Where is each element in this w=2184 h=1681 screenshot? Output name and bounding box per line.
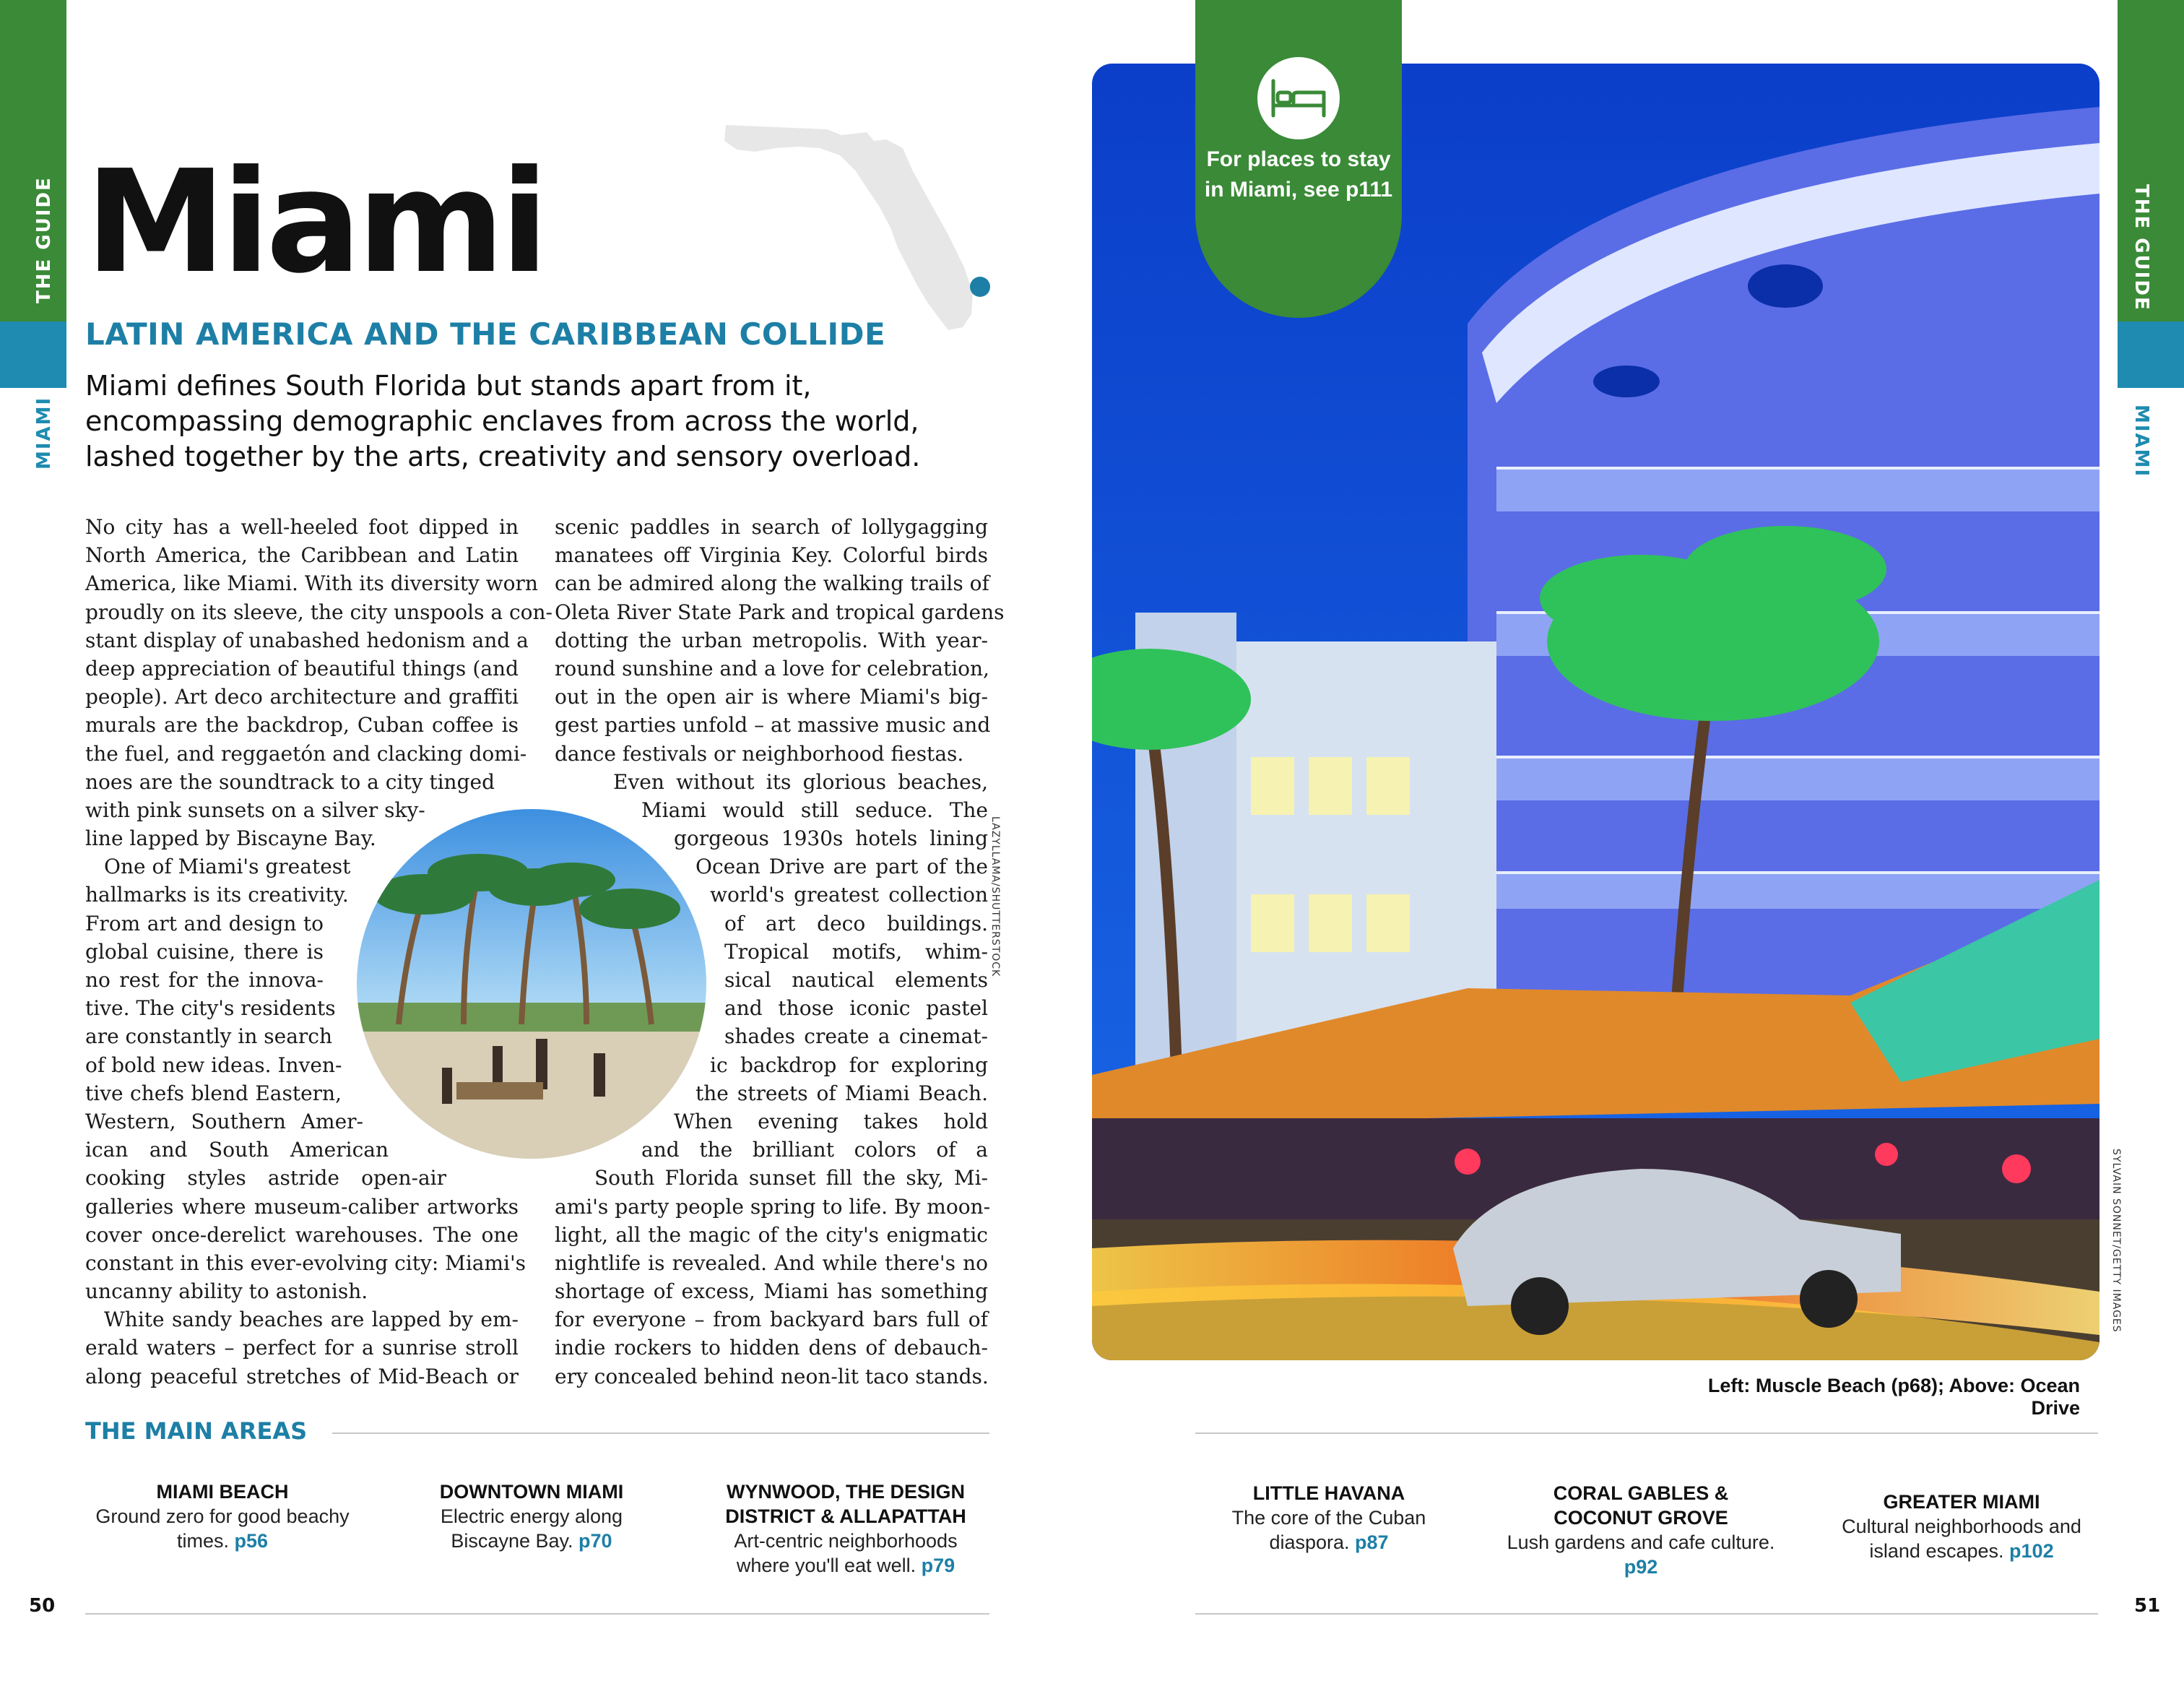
sleep-badge-line1: For places to stay: [1206, 147, 1391, 171]
body-line: constant in this ever-evolving city: Miami's: [85, 1250, 526, 1275]
body-line: ami's party people spring to life. By moon-: [555, 1194, 991, 1219]
area-description-line: [1163, 1530, 1495, 1555]
body-line: Western, Southern Amer-: [85, 1109, 363, 1133]
area-page-link[interactable]: p87: [1355, 1531, 1389, 1553]
body-line: proudly on its sleeve, the city unspools a con-: [85, 600, 553, 624]
body-line: and those iconic pastel: [724, 996, 988, 1021]
body-line: One of Miami's greatest: [104, 855, 351, 879]
body-line: Miami would still seduce. The: [641, 798, 988, 822]
body-line: Tropical motifs, whim-: [724, 939, 988, 964]
area-description-line: [1163, 1505, 1495, 1530]
body-line: line lapped by Biscayne Bay.: [85, 826, 376, 851]
body-line: North America, the Caribbean and Latin: [85, 543, 519, 568]
area-description-text: The core of the Cuban: [1231, 1507, 1426, 1529]
body-line: South Florida sunset fill the sky, Mi-: [594, 1166, 988, 1190]
area-description-text: times.: [176, 1530, 229, 1552]
area-name: DOWNTOWN MIAMI: [439, 1481, 624, 1503]
area-card[interactable]: [680, 1479, 1012, 1578]
body-line: deep appreciation of beautiful things (and: [85, 656, 519, 680]
area-card[interactable]: [1475, 1481, 1807, 1579]
body-line: gest parties unfold – at massive music and: [555, 713, 991, 738]
side-tab-guide-label-right: THE GUIDE: [2131, 184, 2152, 311]
area-description-line: [680, 1529, 1012, 1553]
area-page-link[interactable]: p79: [921, 1555, 956, 1576]
body-line: cooking styles astride open-air: [85, 1166, 446, 1190]
area-description-text: diaspora.: [1269, 1531, 1350, 1553]
body-line: sical nautical elements: [724, 968, 988, 992]
area-description-line: [56, 1504, 389, 1529]
area-page-link[interactable]: p102: [2009, 1540, 2054, 1562]
body-line: the fuel, and reggaetón and clacking domi-: [85, 741, 527, 766]
bed-icon: [1268, 77, 1330, 120]
area-name: GREATER MIAMI: [1883, 1491, 2040, 1513]
area-description-text: Cultural neighborhoods and: [1842, 1516, 2081, 1537]
body-line: stant display of unabashed hedonism and a: [85, 628, 529, 652]
body-line: erald waters – perfect for a sunrise stroll: [85, 1336, 519, 1360]
side-tab-teal-left: [0, 321, 66, 388]
body-line: with pink sunsets on a silver sky-: [85, 798, 425, 822]
muscle-beach-photo: [355, 808, 708, 1160]
area-description-text: where you'll eat well.: [736, 1555, 916, 1576]
area-description-line: [365, 1504, 698, 1529]
body-line: the streets of Miami Beach.: [696, 1081, 988, 1105]
main-areas-heading: THE MAIN AREAS: [85, 1417, 308, 1445]
florida-map-icon: [719, 119, 1008, 336]
body-line: galleries where museum-caliber artworks: [85, 1194, 519, 1219]
lead-paragraph: Miami defines South Florida but stands apart from it, encompassing demographic enclaves from across the world, lashed together by the arts, creativity and sensory overload.: [85, 370, 921, 472]
body-line: and the brilliant colors of a: [641, 1138, 988, 1162]
page-number-right: 51: [2134, 1595, 2161, 1617]
areas-rule-right: [1195, 1432, 2098, 1434]
body-line: people). Art deco architecture and graffiti: [85, 685, 519, 709]
footer-rule-right: [1195, 1613, 2098, 1615]
body-line: round sunshine and a love for celebration,: [555, 656, 989, 680]
area-card[interactable]: [1795, 1490, 2128, 1563]
area-card[interactable]: [365, 1479, 698, 1553]
map-location-marker: [970, 277, 990, 297]
body-line: of art deco buildings.: [724, 911, 988, 935]
body-line: world's greatest collection: [710, 883, 988, 907]
body-line: along peaceful stretches of Mid-Beach or: [85, 1364, 519, 1388]
area-name: DISTRICT & ALLAPATTAH: [725, 1505, 966, 1527]
body-line: dance festivals or neighborhood fiestas.: [555, 741, 964, 766]
area-description-line: [1795, 1539, 2128, 1563]
body-line: dotting the urban metropolis. With year-: [555, 628, 988, 652]
body-line: manatees off Virginia Key. Colorful birds: [555, 543, 988, 568]
body-line: murals are the backdrop, Cuban coffee is: [85, 713, 519, 738]
body-line: can be admired along the walking trails of: [555, 571, 989, 596]
photo-caption: Left: Muscle Beach (p68); Above: Ocean Drive: [1707, 1375, 2080, 1419]
body-line: are constantly in search: [85, 1024, 333, 1049]
area-description: [365, 1504, 698, 1553]
body-line: Even without its glorious beaches,: [613, 769, 988, 794]
photo-credit-right: SYLVAIN SONNET/GETTY IMAGES: [2110, 1149, 2122, 1333]
area-description-line: [1795, 1514, 2128, 1539]
area-description: [1795, 1514, 2128, 1563]
area-description-text: Biscayne Bay.: [451, 1530, 573, 1552]
body-line: for everyone – from backyard bars full of: [555, 1308, 988, 1332]
body-line: cover once-derelict warehouses. The one: [85, 1222, 519, 1247]
area-description-text: Ground zero for good beachy: [95, 1505, 350, 1527]
side-tab-city-label-right: MIAMI: [2131, 405, 2152, 478]
body-line: out in the open air is where Miami's big-: [555, 685, 988, 709]
body-line: nightlife is revealed. And while there's no: [555, 1250, 988, 1275]
body-line: America, like Miami. With its diversity worn: [85, 571, 538, 596]
page-subtitle: LATIN AMERICA AND THE CARIBBEAN COLLIDE: [85, 316, 886, 352]
area-name: MIAMI BEACH: [156, 1481, 289, 1503]
body-line: global cuisine, there is: [85, 939, 324, 964]
body-line: When evening takes hold: [674, 1109, 988, 1133]
body-line: Ocean Drive are part of the: [696, 855, 988, 879]
body-line: hallmarks is its creativity.: [85, 883, 349, 907]
area-page-link[interactable]: p92: [1624, 1556, 1658, 1578]
area-description-text: Electric energy along: [440, 1505, 623, 1527]
area-card[interactable]: [56, 1479, 389, 1553]
area-description: [56, 1504, 389, 1553]
area-name: COCONUT GROVE: [1554, 1507, 1728, 1529]
area-name: LITTLE HAVANA: [1252, 1482, 1405, 1504]
area-page-link[interactable]: p56: [234, 1530, 269, 1552]
area-description: [680, 1529, 1012, 1578]
body-line: ican and South American: [85, 1138, 389, 1162]
area-page-link[interactable]: p70: [578, 1530, 612, 1552]
area-description: [1475, 1530, 1807, 1579]
area-description-line: [56, 1529, 389, 1553]
area-name: CORAL GABLES &: [1553, 1482, 1729, 1504]
sleep-badge-line2: in Miami, see p111: [1204, 178, 1393, 202]
page-title: Miami: [85, 140, 545, 305]
body-line: ic backdrop for exploring: [710, 1053, 988, 1077]
body-line: shortage of excess, Miami has something: [555, 1279, 988, 1304]
body-line: scenic paddles in search of lollygagging: [555, 515, 988, 539]
page-number-left: 50: [29, 1595, 56, 1617]
sleep-badge-text: [1195, 144, 1402, 205]
body-line: indie rockers to hidden dens of debauch-: [555, 1336, 988, 1360]
body-line: Oleta River State Park and tropical gardens: [555, 600, 1005, 624]
area-description-line: [1475, 1530, 1807, 1555]
body-line: of bold new ideas. Inven-: [85, 1053, 342, 1077]
area-card[interactable]: [1163, 1481, 1495, 1555]
area-description-text: island escapes.: [1869, 1540, 2004, 1562]
body-line: light, all the magic of the city's enigmatic: [555, 1222, 988, 1247]
area-description: [1163, 1505, 1495, 1555]
areas-rule-left: [332, 1432, 989, 1434]
area-description-text: Art-centric neighborhoods: [734, 1530, 958, 1552]
photo-credit-left: LAZYLLAMA/SHUTTERSTOCK: [989, 816, 1001, 977]
body-line: White sandy beaches are lapped by em-: [104, 1308, 519, 1332]
body-line: noes are the soundtrack to a city tinged: [85, 769, 495, 794]
body-line: ery concealed behind neon-lit taco stands.: [555, 1364, 989, 1388]
side-tab-teal-right: [2118, 321, 2184, 388]
body-line: gorgeous 1930s hotels lining: [674, 826, 988, 851]
body-line: From art and design to: [85, 911, 324, 935]
area-description-line: [365, 1529, 698, 1553]
footer-rule-left: [85, 1613, 989, 1615]
body-line: No city has a well-heeled foot dipped in: [85, 515, 519, 539]
body-line: tive. The city's residents: [85, 996, 336, 1021]
side-tab-guide-label-left: THE GUIDE: [33, 176, 55, 303]
body-line: uncanny ability to astonish.: [85, 1279, 368, 1304]
body-line: no rest for the innova-: [85, 968, 324, 992]
area-description-text: Lush gardens and cafe culture.: [1507, 1531, 1775, 1553]
body-line: tive chefs blend Eastern,: [85, 1081, 342, 1105]
body-line: shades create a cinemat-: [724, 1024, 988, 1049]
side-tab-city-label-left: MIAMI: [33, 396, 55, 470]
area-description-line: [680, 1553, 1012, 1578]
area-name: WYNWOOD, THE DESIGN: [727, 1481, 965, 1503]
